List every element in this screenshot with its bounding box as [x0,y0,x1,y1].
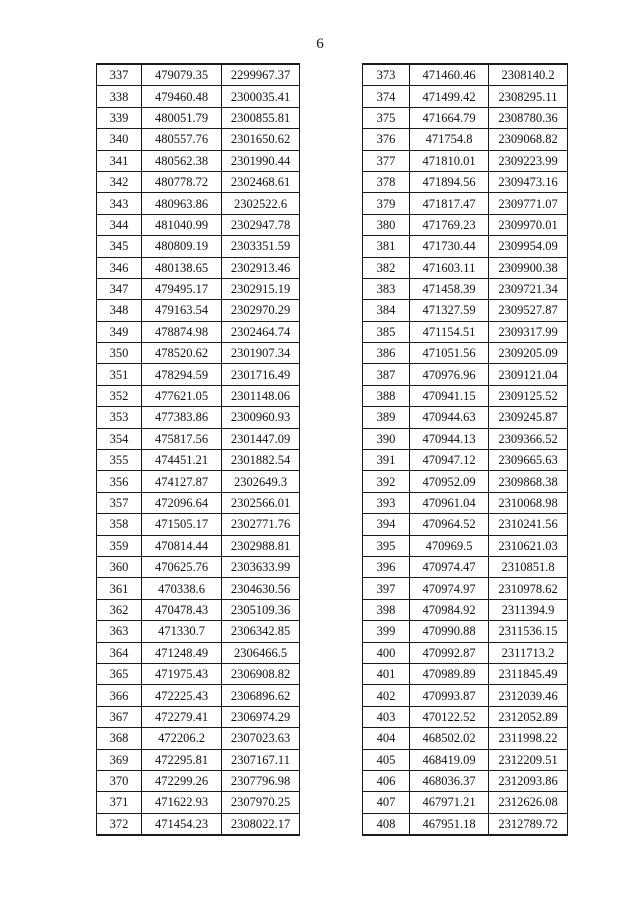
table-row [363,129,568,150]
coordinates-table-right-body [363,64,568,835]
table-row [363,728,568,749]
table-row [363,321,568,342]
x-coordinate-cell: 470993.87 [410,685,489,706]
x-coordinate-cell: 480963.86 [142,193,222,214]
x-coordinate-cell: 471603.11 [410,257,489,278]
point-number-cell: 358 [97,514,142,535]
y-coordinate-cell: 2309121.04 [489,364,568,385]
point-number-cell: 341 [97,150,142,171]
point-number-cell: 361 [97,578,142,599]
point-number-cell: 363 [97,621,142,642]
table-row [363,257,568,278]
point-number-cell: 346 [97,257,142,278]
y-coordinate-cell: 2308780.36 [489,107,568,128]
y-coordinate-cell: 2303633.99 [222,556,300,577]
point-number-cell: 394 [363,514,410,535]
table-row [363,471,568,492]
y-coordinate-cell: 2301716.49 [222,364,300,385]
point-number-cell: 370 [97,770,142,791]
point-number-cell: 392 [363,471,410,492]
table-row [363,343,568,364]
table-row [97,214,300,235]
table-row [363,385,568,406]
x-coordinate-cell: 471730.44 [410,236,489,257]
x-coordinate-cell: 468502.02 [410,728,489,749]
table-row [363,685,568,706]
point-number-cell: 376 [363,129,410,150]
table-row [363,770,568,791]
y-coordinate-cell: 2302970.29 [222,300,300,321]
point-number-cell: 380 [363,214,410,235]
point-number-cell: 356 [97,471,142,492]
y-coordinate-cell: 2310978.62 [489,578,568,599]
x-coordinate-cell: 471754.8 [410,129,489,150]
x-coordinate-cell: 474127.87 [142,471,222,492]
x-coordinate-cell: 471499.42 [410,86,489,107]
table-row [97,471,300,492]
x-coordinate-cell: 480138.65 [142,257,222,278]
table-row [97,150,300,171]
table-row [363,642,568,663]
x-coordinate-cell: 471894.56 [410,171,489,192]
y-coordinate-cell: 2303351.59 [222,236,300,257]
table-row [97,535,300,556]
y-coordinate-cell: 2301907.34 [222,343,300,364]
table-row [97,300,300,321]
table-row [363,492,568,513]
y-coordinate-cell: 2311998.22 [489,728,568,749]
table-row [97,171,300,192]
y-coordinate-cell: 2309954.09 [489,236,568,257]
y-coordinate-cell: 2309205.09 [489,343,568,364]
y-coordinate-cell: 2302913.46 [222,257,300,278]
point-number-cell: 389 [363,407,410,428]
point-number-cell: 340 [97,129,142,150]
x-coordinate-cell: 467971.21 [410,792,489,813]
y-coordinate-cell: 2306908.82 [222,663,300,684]
table-row [97,193,300,214]
x-coordinate-cell: 472096.64 [142,492,222,513]
point-number-cell: 344 [97,214,142,235]
y-coordinate-cell: 2301650.62 [222,129,300,150]
y-coordinate-cell: 2301990.44 [222,150,300,171]
point-number-cell: 360 [97,556,142,577]
y-coordinate-cell: 2310621.03 [489,535,568,556]
table-row [97,663,300,684]
x-coordinate-cell: 472295.81 [142,749,222,770]
point-number-cell: 369 [97,749,142,770]
table-row [363,706,568,727]
y-coordinate-cell: 2312039.46 [489,685,568,706]
point-number-cell: 396 [363,556,410,577]
point-number-cell: 355 [97,450,142,471]
x-coordinate-cell: 470941.15 [410,385,489,406]
table-row [97,407,300,428]
table-row [97,428,300,449]
y-coordinate-cell: 2309721.34 [489,278,568,299]
y-coordinate-cell: 2309527.87 [489,300,568,321]
table-row [97,728,300,749]
point-number-cell: 404 [363,728,410,749]
table-row [363,514,568,535]
point-number-cell: 403 [363,706,410,727]
table-row [97,385,300,406]
table-row [363,450,568,471]
x-coordinate-cell: 480809.19 [142,236,222,257]
y-coordinate-cell: 2302464.74 [222,321,300,342]
x-coordinate-cell: 471454.23 [142,813,222,835]
point-number-cell: 401 [363,663,410,684]
table-row [97,749,300,770]
y-coordinate-cell: 2302468.61 [222,171,300,192]
point-number-cell: 339 [97,107,142,128]
x-coordinate-cell: 472206.2 [142,728,222,749]
y-coordinate-cell: 2308140.2 [489,64,568,86]
y-coordinate-cell: 2310851.8 [489,556,568,577]
point-number-cell: 386 [363,343,410,364]
point-number-cell: 383 [363,278,410,299]
x-coordinate-cell: 468036.37 [410,770,489,791]
x-coordinate-cell: 475817.56 [142,428,222,449]
x-coordinate-cell: 479163.54 [142,300,222,321]
table-row [97,129,300,150]
table-row [97,770,300,791]
point-number-cell: 408 [363,813,410,835]
page-number: 6 [316,36,324,52]
point-number-cell: 349 [97,321,142,342]
point-number-cell: 359 [97,535,142,556]
x-coordinate-cell: 480562.38 [142,150,222,171]
point-number-cell: 347 [97,278,142,299]
table-row [363,278,568,299]
y-coordinate-cell: 2312209.51 [489,749,568,770]
x-coordinate-cell: 470989.89 [410,663,489,684]
y-coordinate-cell: 2309245.87 [489,407,568,428]
point-number-cell: 365 [97,663,142,684]
y-coordinate-cell: 2309473.16 [489,171,568,192]
y-coordinate-cell: 2300855.81 [222,107,300,128]
y-coordinate-cell: 2309900.38 [489,257,568,278]
table-row [363,749,568,770]
x-coordinate-cell: 470969.5 [410,535,489,556]
point-number-cell: 368 [97,728,142,749]
x-coordinate-cell: 470122.52 [410,706,489,727]
x-coordinate-cell: 472225.43 [142,685,222,706]
x-coordinate-cell: 470992.87 [410,642,489,663]
point-number-cell: 398 [363,599,410,620]
y-coordinate-cell: 2300960.93 [222,407,300,428]
x-coordinate-cell: 470952.09 [410,471,489,492]
y-coordinate-cell: 2312052.89 [489,706,568,727]
y-coordinate-cell: 2299967.37 [222,64,300,86]
x-coordinate-cell: 470964.52 [410,514,489,535]
x-coordinate-cell: 470478.43 [142,599,222,620]
y-coordinate-cell: 2309068.82 [489,129,568,150]
point-number-cell: 388 [363,385,410,406]
table-row [97,107,300,128]
x-coordinate-cell: 470625.76 [142,556,222,577]
table-row [97,492,300,513]
point-number-cell: 402 [363,685,410,706]
point-number-cell: 357 [97,492,142,513]
y-coordinate-cell: 2311845.49 [489,663,568,684]
y-coordinate-cell: 2306974.29 [222,706,300,727]
x-coordinate-cell: 471154.51 [410,321,489,342]
x-coordinate-cell: 472279.41 [142,706,222,727]
table-row [97,621,300,642]
table-row [363,407,568,428]
table-row [363,171,568,192]
x-coordinate-cell: 470974.97 [410,578,489,599]
y-coordinate-cell: 2309317.99 [489,321,568,342]
table-row [97,236,300,257]
point-number-cell: 337 [97,64,142,86]
point-number-cell: 382 [363,257,410,278]
coordinates-table-left [96,63,300,836]
x-coordinate-cell: 471664.79 [410,107,489,128]
table-row [363,599,568,620]
x-coordinate-cell: 471330.7 [142,621,222,642]
point-number-cell: 378 [363,171,410,192]
y-coordinate-cell: 2307023.63 [222,728,300,749]
y-coordinate-cell: 2306342.85 [222,621,300,642]
y-coordinate-cell: 2302988.81 [222,535,300,556]
point-number-cell: 393 [363,492,410,513]
table-row [97,64,300,86]
y-coordinate-cell: 2306466.5 [222,642,300,663]
point-number-cell: 338 [97,86,142,107]
table-row [363,86,568,107]
point-number-cell: 367 [97,706,142,727]
table-row [97,685,300,706]
y-coordinate-cell: 2302771.76 [222,514,300,535]
y-coordinate-cell: 2307167.11 [222,749,300,770]
x-coordinate-cell: 477621.05 [142,385,222,406]
x-coordinate-cell: 472299.26 [142,770,222,791]
x-coordinate-cell: 480051.79 [142,107,222,128]
x-coordinate-cell: 470976.96 [410,364,489,385]
table-row [97,599,300,620]
point-number-cell: 407 [363,792,410,813]
x-coordinate-cell: 471327.59 [410,300,489,321]
x-coordinate-cell: 470984.92 [410,599,489,620]
point-number-cell: 406 [363,770,410,791]
x-coordinate-cell: 479495.17 [142,278,222,299]
x-coordinate-cell: 470944.13 [410,428,489,449]
point-number-cell: 353 [97,407,142,428]
point-number-cell: 375 [363,107,410,128]
y-coordinate-cell: 2309223.99 [489,150,568,171]
y-coordinate-cell: 2301882.54 [222,450,300,471]
table-row [363,621,568,642]
x-coordinate-cell: 470947.12 [410,450,489,471]
y-coordinate-cell: 2309366.52 [489,428,568,449]
x-coordinate-cell: 471460.46 [410,64,489,86]
y-coordinate-cell: 2308295.11 [489,86,568,107]
y-coordinate-cell: 2302649.3 [222,471,300,492]
table-row [97,792,300,813]
x-coordinate-cell: 479460.48 [142,86,222,107]
table-row [97,86,300,107]
x-coordinate-cell: 477383.86 [142,407,222,428]
point-number-cell: 372 [97,813,142,835]
x-coordinate-cell: 470961.04 [410,492,489,513]
table-row [363,193,568,214]
point-number-cell: 352 [97,385,142,406]
point-number-cell: 350 [97,343,142,364]
x-coordinate-cell: 467951.18 [410,813,489,835]
y-coordinate-cell: 2309665.63 [489,450,568,471]
x-coordinate-cell: 481040.99 [142,214,222,235]
x-coordinate-cell: 471975.43 [142,663,222,684]
y-coordinate-cell: 2302522.6 [222,193,300,214]
table-row [97,364,300,385]
table-row [97,321,300,342]
x-coordinate-cell: 470974.47 [410,556,489,577]
y-coordinate-cell: 2312789.72 [489,813,568,835]
point-number-cell: 364 [97,642,142,663]
y-coordinate-cell: 2306896.62 [222,685,300,706]
y-coordinate-cell: 2302566.01 [222,492,300,513]
point-number-cell: 351 [97,364,142,385]
table-row [363,364,568,385]
y-coordinate-cell: 2309970.01 [489,214,568,235]
table-row [97,556,300,577]
table-row [363,535,568,556]
x-coordinate-cell: 471622.93 [142,792,222,813]
table-row [363,300,568,321]
table-row [363,150,568,171]
y-coordinate-cell: 2311536.15 [489,621,568,642]
x-coordinate-cell: 470990.88 [410,621,489,642]
x-coordinate-cell: 470944.63 [410,407,489,428]
point-number-cell: 399 [363,621,410,642]
point-number-cell: 405 [363,749,410,770]
table-row [97,514,300,535]
point-number-cell: 374 [363,86,410,107]
point-number-cell: 371 [97,792,142,813]
point-number-cell: 354 [97,428,142,449]
point-number-cell: 384 [363,300,410,321]
y-coordinate-cell: 2302915.19 [222,278,300,299]
x-coordinate-cell: 479079.35 [142,64,222,86]
point-number-cell: 373 [363,64,410,86]
point-number-cell: 345 [97,236,142,257]
y-coordinate-cell: 2300035.41 [222,86,300,107]
y-coordinate-cell: 2309868.38 [489,471,568,492]
point-number-cell: 387 [363,364,410,385]
point-number-cell: 400 [363,642,410,663]
y-coordinate-cell: 2304630.56 [222,578,300,599]
y-coordinate-cell: 2312093.86 [489,770,568,791]
coordinates-table-left-body [97,64,300,835]
point-number-cell: 342 [97,171,142,192]
y-coordinate-cell: 2301148.06 [222,385,300,406]
table-row [97,642,300,663]
x-coordinate-cell: 480557.76 [142,129,222,150]
x-coordinate-cell: 471505.17 [142,514,222,535]
x-coordinate-cell: 468419.09 [410,749,489,770]
y-coordinate-cell: 2307796.98 [222,770,300,791]
table-row [363,214,568,235]
point-number-cell: 377 [363,150,410,171]
x-coordinate-cell: 471810.01 [410,150,489,171]
table-row [97,813,300,835]
point-number-cell: 362 [97,599,142,620]
x-coordinate-cell: 478520.62 [142,343,222,364]
x-coordinate-cell: 471458.39 [410,278,489,299]
table-row [363,792,568,813]
table-row [363,236,568,257]
x-coordinate-cell: 471769.23 [410,214,489,235]
point-number-cell: 381 [363,236,410,257]
point-number-cell: 391 [363,450,410,471]
table-row [97,257,300,278]
y-coordinate-cell: 2302947.78 [222,214,300,235]
table-row [97,278,300,299]
table-row [363,428,568,449]
table-row [363,663,568,684]
table-row [363,64,568,86]
x-coordinate-cell: 478294.59 [142,364,222,385]
y-coordinate-cell: 2310068.98 [489,492,568,513]
point-number-cell: 390 [363,428,410,449]
table-row [97,450,300,471]
y-coordinate-cell: 2308022.17 [222,813,300,835]
coordinates-table-right [362,63,568,836]
point-number-cell: 395 [363,535,410,556]
point-number-cell: 348 [97,300,142,321]
y-coordinate-cell: 2309125.52 [489,385,568,406]
x-coordinate-cell: 470814.44 [142,535,222,556]
point-number-cell: 343 [97,193,142,214]
y-coordinate-cell: 2301447.09 [222,428,300,449]
y-coordinate-cell: 2309771.07 [489,193,568,214]
y-coordinate-cell: 2307970.25 [222,792,300,813]
point-number-cell: 385 [363,321,410,342]
x-coordinate-cell: 471051.56 [410,343,489,364]
table-row [363,107,568,128]
x-coordinate-cell: 480778.72 [142,171,222,192]
x-coordinate-cell: 478874.98 [142,321,222,342]
table-row [97,706,300,727]
table-row [97,578,300,599]
x-coordinate-cell: 474451.21 [142,450,222,471]
y-coordinate-cell: 2311394.9 [489,599,568,620]
point-number-cell: 397 [363,578,410,599]
x-coordinate-cell: 471248.49 [142,642,222,663]
table-row [363,813,568,835]
x-coordinate-cell: 470338.6 [142,578,222,599]
y-coordinate-cell: 2305109.36 [222,599,300,620]
table-row [363,578,568,599]
point-number-cell: 366 [97,685,142,706]
table-row [97,343,300,364]
x-coordinate-cell: 471817.47 [410,193,489,214]
table-row [363,556,568,577]
y-coordinate-cell: 2310241.56 [489,514,568,535]
y-coordinate-cell: 2311713.2 [489,642,568,663]
y-coordinate-cell: 2312626.08 [489,792,568,813]
point-number-cell: 379 [363,193,410,214]
